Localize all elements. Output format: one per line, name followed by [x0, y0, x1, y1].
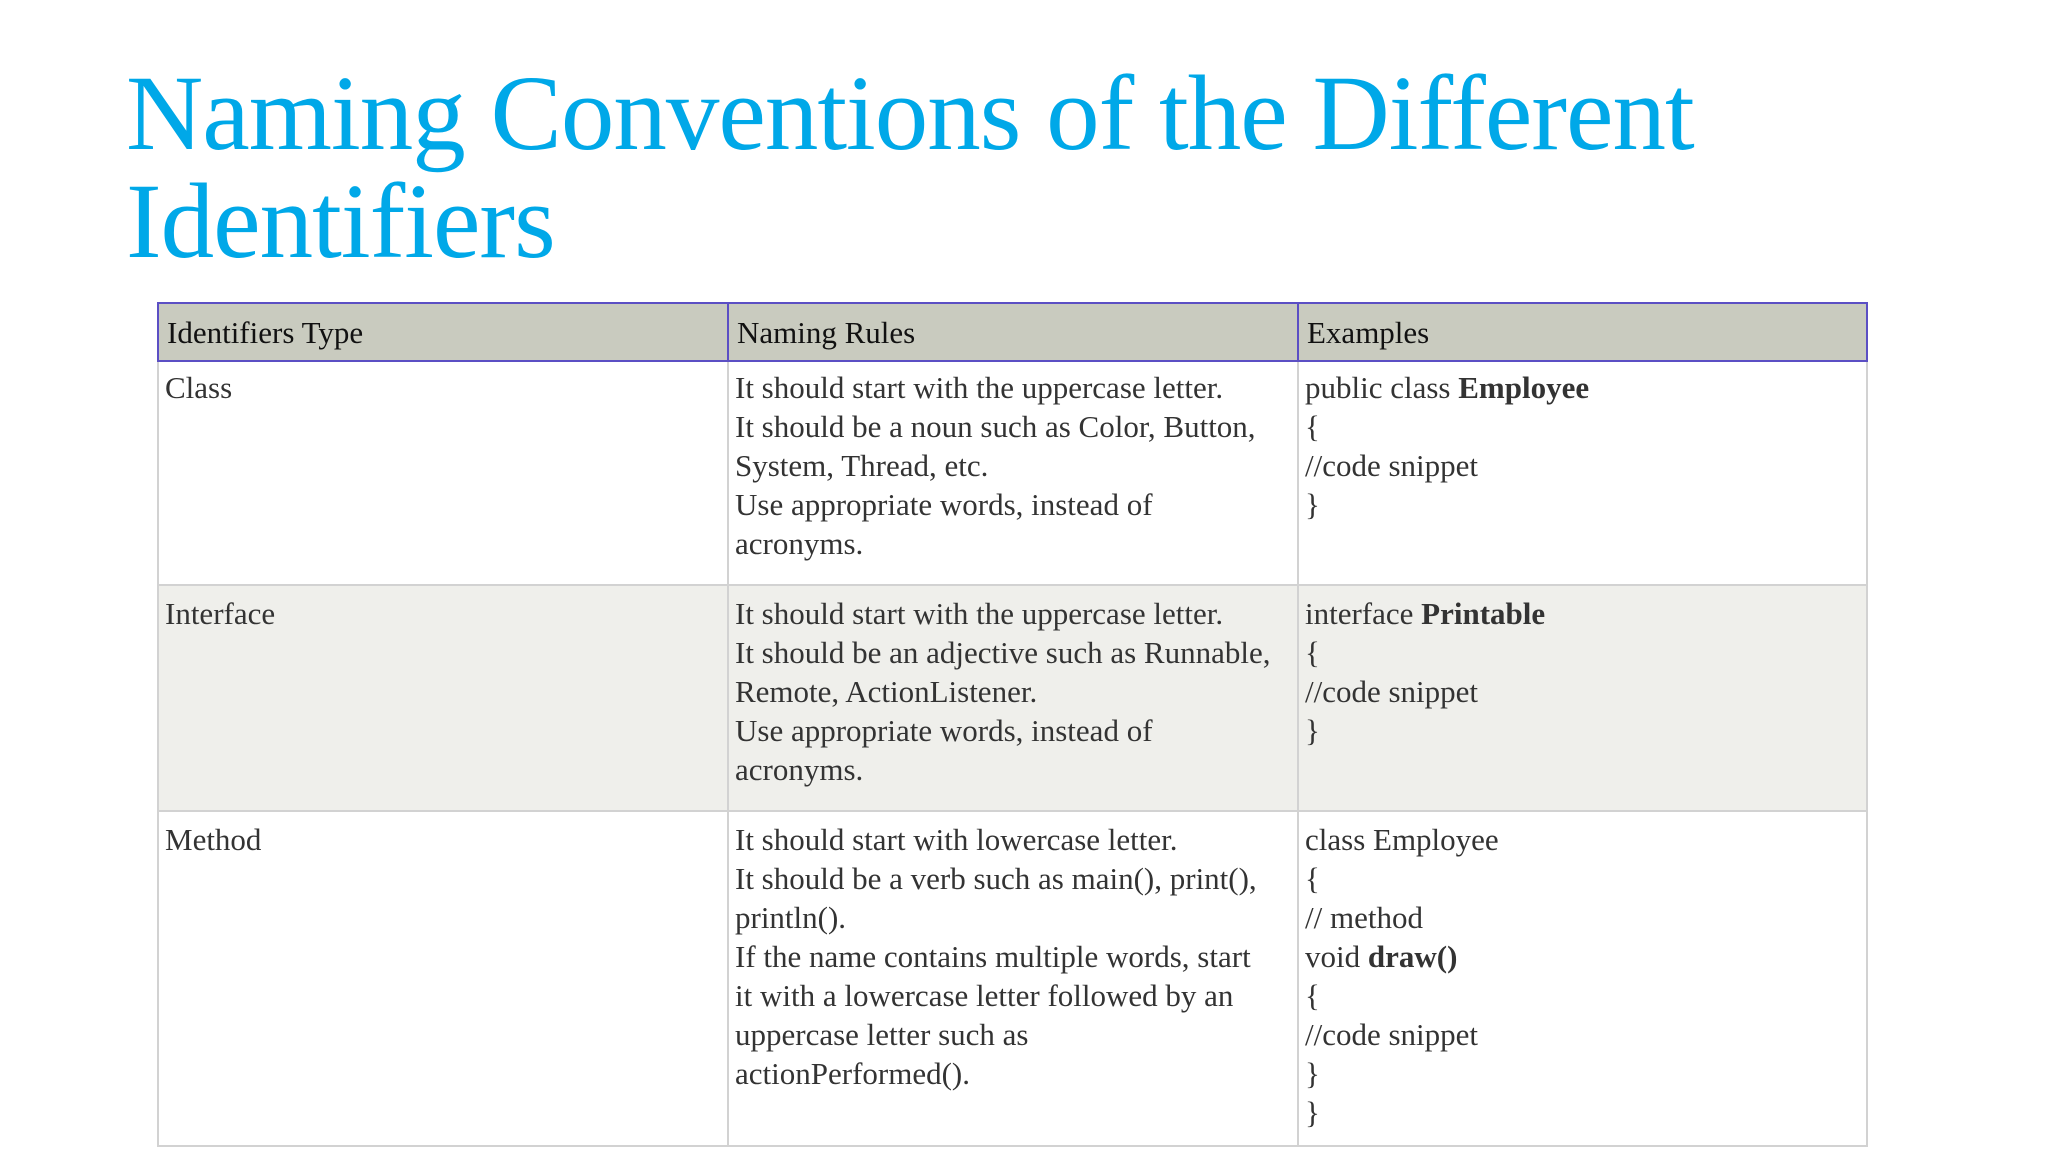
rule-line: uppercase letter such as	[735, 1017, 1029, 1052]
example-keyword: void	[1305, 939, 1368, 974]
example-line: //code snippet	[1305, 1017, 1479, 1052]
example-line: class Employee	[1305, 822, 1499, 857]
example-declaration	[1305, 368, 1860, 407]
example-line: {	[1305, 635, 1320, 670]
cell-example-interface	[1298, 585, 1867, 811]
rule-line: Remote, ActionListener.	[735, 674, 1038, 709]
cell-type-method	[158, 811, 728, 1146]
rule-line: Use appropriate words, instead of	[735, 487, 1153, 522]
example-line: {	[1305, 861, 1320, 896]
example-line: {	[1305, 978, 1320, 1013]
rule-line: It should start with the uppercase letter.	[735, 370, 1224, 405]
example-line: }	[1305, 487, 1320, 522]
rule-line: actionPerformed().	[735, 1056, 970, 1091]
rule-line: println().	[735, 900, 847, 935]
example-identifier: Printable	[1421, 596, 1546, 631]
type-label: Class	[165, 370, 233, 405]
example-line: }	[1305, 1056, 1320, 1091]
rule-line: it with a lowercase letter followed by an	[735, 978, 1234, 1013]
example-line: {	[1305, 409, 1320, 444]
rule-line: Use appropriate words, instead of	[735, 713, 1153, 748]
slide-title-line-2: Identifiers	[126, 163, 555, 281]
naming-conventions-table	[157, 302, 1868, 1147]
example-declaration	[1305, 594, 1860, 633]
slide-title	[126, 55, 1926, 281]
rule-line: It should start with the uppercase letter.	[735, 596, 1224, 631]
rule-line: It should be a verb such as main(), print(),	[735, 861, 1257, 896]
cell-type-interface	[158, 585, 728, 811]
rule-line: acronyms.	[735, 752, 864, 787]
table-header-row	[158, 303, 1867, 361]
rule-line: acronyms.	[735, 526, 864, 561]
cell-example-class	[1298, 361, 1867, 585]
rule-line: If the name contains multiple words, start	[735, 939, 1251, 974]
rule-line: System, Thread, etc.	[735, 448, 989, 483]
rule-line: It should be a noun such as Color, Button,	[735, 409, 1256, 444]
cell-type-class	[158, 361, 728, 585]
example-identifier: Employee	[1458, 370, 1590, 405]
example-keyword: interface	[1305, 596, 1422, 631]
rule-line: It should start with lowercase letter.	[735, 822, 1178, 857]
type-label: Interface	[165, 596, 276, 631]
cell-rules-interface	[728, 585, 1298, 811]
rule-line: It should be an adjective such as Runnable,	[735, 635, 1271, 670]
example-line: //code snippet	[1305, 674, 1479, 709]
type-label: Method	[165, 822, 262, 857]
example-line: }	[1305, 713, 1320, 748]
header-examples: Examples	[1298, 303, 1867, 361]
header-identifiers-type: Identifiers Type	[158, 303, 728, 361]
example-keyword: public class	[1305, 370, 1459, 405]
cell-rules-class	[728, 361, 1298, 585]
slide-title-line-1: Naming Conventions of the Different	[126, 55, 1694, 173]
example-line: }	[1305, 1095, 1320, 1130]
example-declaration	[1305, 937, 1860, 976]
example-line: //code snippet	[1305, 448, 1479, 483]
table-row-method	[158, 811, 1867, 1146]
example-line: // method	[1305, 900, 1423, 935]
table-row-class	[158, 361, 1867, 585]
table-row-interface	[158, 585, 1867, 811]
example-identifier: draw()	[1367, 939, 1458, 974]
cell-rules-method	[728, 811, 1298, 1146]
header-naming-rules: Naming Rules	[728, 303, 1298, 361]
cell-example-method	[1298, 811, 1867, 1146]
